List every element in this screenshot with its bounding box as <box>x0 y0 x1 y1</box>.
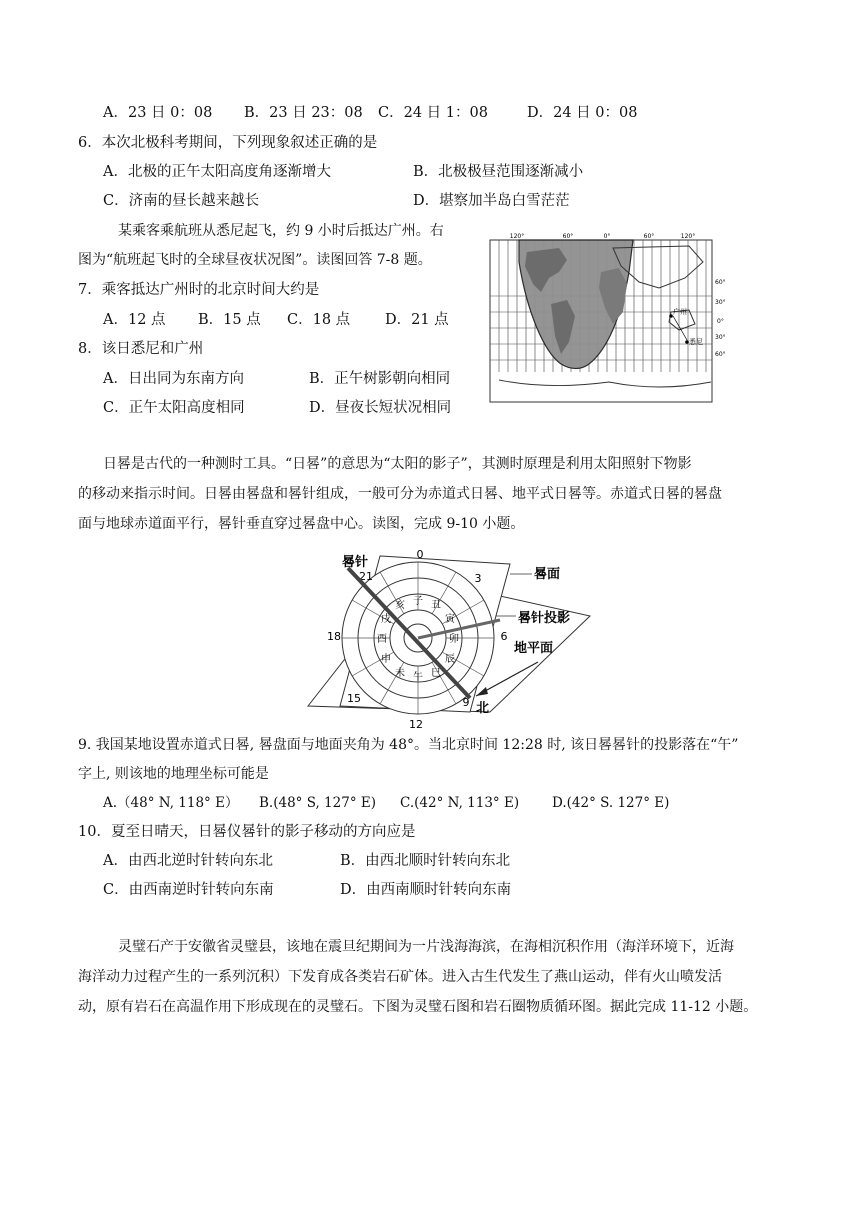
q7-option-b: B．15 点 <box>198 312 261 328</box>
q9-option-d: D.(42° S. 127° E) <box>552 795 670 811</box>
map-lat-label: 30° <box>715 334 726 341</box>
lingbi-line1: 灵璧石产于安徽省灵璧县，该地在震旦纪期间为一片浅海海滨，在海相沉积作用（海洋环境下，近海 <box>118 939 734 955</box>
q5-option-b: B．23 日 23：08 <box>244 105 363 121</box>
map-lat-label: 60° <box>715 351 726 358</box>
q7-option-d: D．21 点 <box>385 312 449 328</box>
map-top-label: 120° <box>509 233 525 240</box>
q10-stem: 10．夏至日晴天，日晷仪晷针的影子移动的方向应是 <box>78 824 416 840</box>
q9-option-c: C.(42° N, 113° E) <box>400 795 520 811</box>
branch-label: 寅 <box>445 614 455 625</box>
q8-option-a: A．日出同为东南方向 <box>103 371 244 387</box>
branch-label: 子 <box>413 596 423 607</box>
branch-label: 午 <box>413 672 423 683</box>
q10-option-a: A．由西北逆时针转向东北 <box>103 853 273 869</box>
branch-label: 酉 <box>377 634 387 645</box>
q9-option-b: B.(48° S, 127° E) <box>259 795 376 811</box>
map-top-label: 0° <box>603 233 611 240</box>
label-shadow: 晷针投影 <box>518 611 571 626</box>
q8-stem: 8．该日悉尼和广州 <box>78 341 204 357</box>
hour-label: 15 <box>347 692 361 705</box>
hour-label: 21 <box>359 570 373 583</box>
q9-option-a: A.（48° N, 118° E） <box>103 795 239 811</box>
intro-7-8-line1: 某乘客乘航班从悉尼起飞，约 9 小时后抵达广州。右 <box>118 223 444 239</box>
intro-7-8-line2: 图为“航班起飞时的全球昼夜状况图”。读图回答 7-8 题。 <box>78 252 432 268</box>
q6-option-c: C．济南的昼长越来越长 <box>103 193 260 209</box>
label-north: 北 <box>476 701 490 716</box>
q10-option-b: B．由西北顺时针转向东北 <box>340 853 511 869</box>
hour-label: 6 <box>500 630 508 643</box>
q5-option-d: D．24 日 0：08 <box>527 105 638 121</box>
branch-label: 未 <box>395 668 405 679</box>
q10-option-c: C．由西南逆时针转向东南 <box>103 882 274 898</box>
q7-option-a: A．12 点 <box>103 312 166 328</box>
equatorial-sundial-figure <box>300 546 590 731</box>
sundial-intro-line1: 日晷是古代的一种测时工具。“日晷”的意思为“太阳的影子”，其测时原理是利用太阳照射下物影 <box>103 456 692 472</box>
map-top-label: 60° <box>643 233 655 240</box>
q6-option-d: D．堪察加半岛白雪茫茫 <box>413 193 570 209</box>
map-lat-label: 60° <box>715 279 726 286</box>
branch-label: 卯 <box>449 634 459 645</box>
hour-label: 18 <box>327 630 341 643</box>
label-gnomon: 晷针 <box>342 555 369 570</box>
lingbi-line2: 海洋动力过程产生的一系列沉积）下发育成各类岩石矿体。进入古生代发生了燕山运动，伴有火山喷发活 <box>78 969 722 985</box>
label-ground-plane: 地平面 <box>514 641 554 656</box>
day-night-map <box>489 232 729 404</box>
hour-label: 12 <box>409 718 423 731</box>
map-lat-label: 0° <box>717 318 724 325</box>
hour-label: 9 <box>462 696 470 709</box>
label-dial-face: 晷面 <box>534 567 561 582</box>
q9-stem-cont: 字上, 则该地的地理坐标可能是 <box>78 766 269 782</box>
sundial-intro-line3: 面与地球赤道面平行，晷针垂直穿过晷盘中心。读图，完成 9-10 小题。 <box>78 516 525 532</box>
branch-label: 辰 <box>445 654 455 665</box>
city-sydney-label: 悉尼 <box>689 338 703 346</box>
q10-option-d: D．由西南顺时针转向东南 <box>340 882 512 898</box>
hour-label: 0 <box>416 548 424 561</box>
q8-option-d: D．昼夜长短状况相同 <box>309 400 452 416</box>
q9-stem: 9. 我国某地设置赤道式日晷, 晷盘面与地面夹角为 48°。当北京时间 12:28 时, 该日晷晷针的投影落在“午” <box>78 737 739 753</box>
q7-option-c: C．18 点 <box>287 312 351 328</box>
city-guangzhou-label: 广州 <box>673 308 687 316</box>
q7-stem: 7．乘客抵达广州时的北京时间大约是 <box>78 282 320 298</box>
q6-option-a: A．北极的正午太阳高度角逐渐增大 <box>103 164 331 180</box>
q8-option-b: B．正午树影朝向相同 <box>309 371 451 387</box>
sundial-intro-line2: 的移动来指示时间。日晷由晷盘和晷针组成，一般可分为赤道式日晷、地平式日晷等。赤道式日晷的晷盘 <box>78 486 722 502</box>
branch-label: 巳 <box>431 668 441 679</box>
branch-label: 戌 <box>381 614 391 625</box>
hour-label: 3 <box>474 572 482 585</box>
q8-option-c: C．正午太阳高度相同 <box>103 400 245 416</box>
q5-option-c: C．24 日 1：08 <box>378 105 488 121</box>
q6-stem: 6．本次北极科考期间，下列现象叙述正确的是 <box>78 135 378 151</box>
map-lat-label: 30° <box>715 299 726 306</box>
map-top-label: 60° <box>562 233 574 240</box>
branch-label: 申 <box>381 654 391 665</box>
branch-label: 亥 <box>395 600 405 611</box>
map-top-label: 120° <box>680 233 696 240</box>
q6-option-b: B．北极极昼范围逐渐减小 <box>413 164 584 180</box>
branch-label: 丑 <box>431 600 441 611</box>
q5-option-a: A．23 日 0：08 <box>103 105 213 121</box>
lingbi-line3: 动，原有岩石在高温作用下形成现在的灵璧石。下图为灵璧石图和岩石圈物质循环图。据此完成 11-12 小题。 <box>78 999 758 1015</box>
